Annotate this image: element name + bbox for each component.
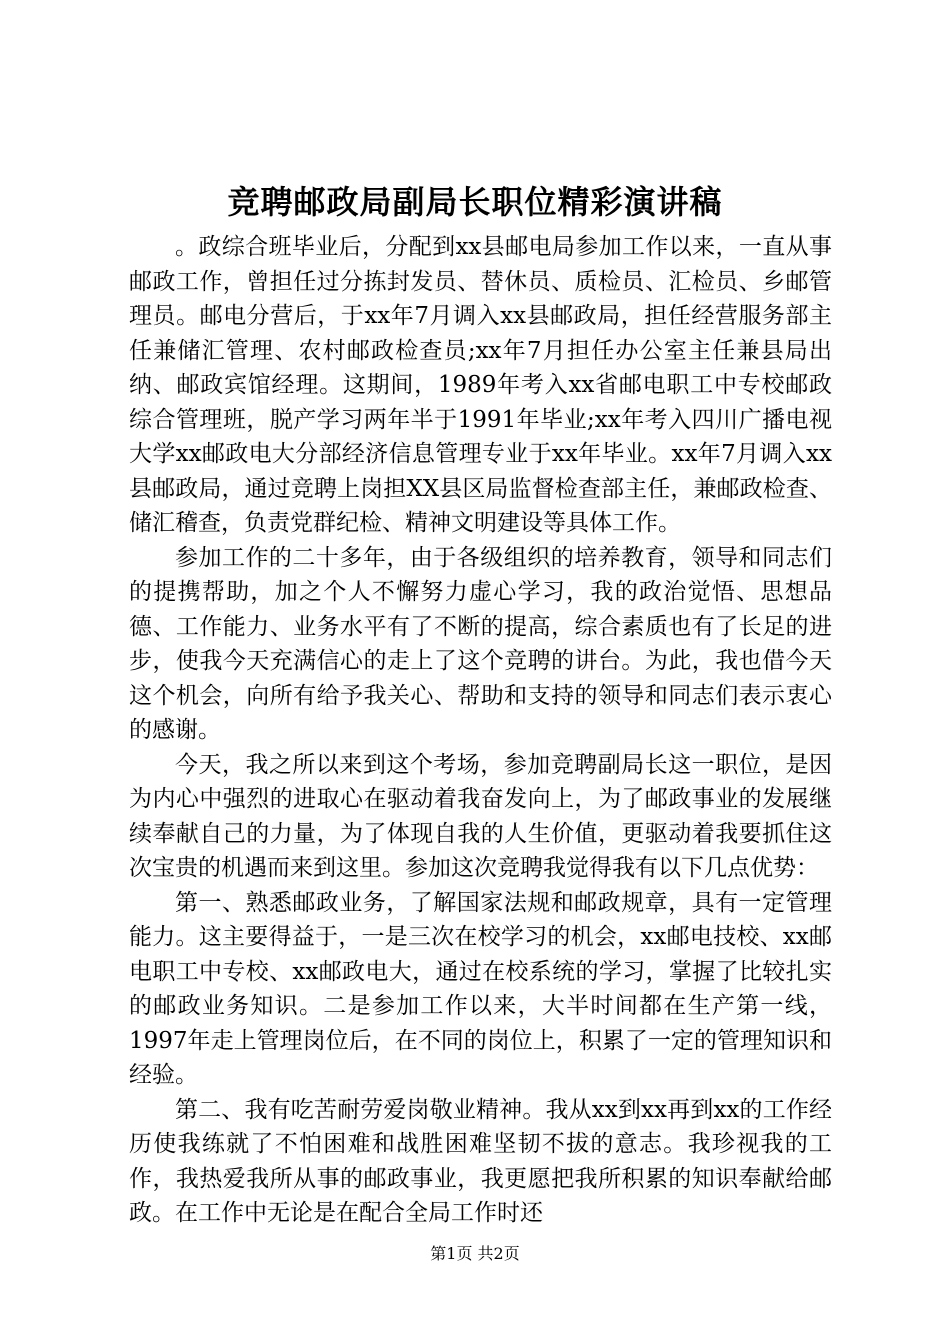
document-title: 竞聘邮政局副局长职位精彩演讲稿: [227, 183, 723, 221]
paragraph-3: 今天，我之所以来到这个考场，参加竞聘副局长这一职位，是因为内心中强烈的进取心在驱动着我奋发向上，为了邮政事业的发展继续奉献自己的力量，为了体现自我的人生价值，更驱动着我要抓住这次宝贵的机遇而来到这里。参加这次竞聘我觉得我有以下几点优势：: [129, 751, 832, 881]
paragraph-4: 第一、熟悉邮政业务，了解国家法规和邮政规章，具有一定管理能力。这主要得益于，一是三次在校学习的机会，xx邮电技校、xx邮电职工中专校、xx邮政电大，通过在校系统的学习，掌握了比较扎实的邮政业务知识。二是参加工作以来，大半时间都在生产第一线，1997年走上管理岗位后，在不同的岗位上，积累了一定的管理知识和经验。: [129, 889, 832, 1088]
paragraph-1: 。政综合班毕业后，分配到xx县邮电局参加工作以来，一直从事邮政工作，曾担任过分拣封发员、替休员、质检员、汇检员、乡邮管理员。邮电分营后，于xx年7月调入xx县邮政局，担任经营服务部主任兼储汇管理、农村邮政检查员;xx年7月担任办公室主任兼县局出纳、邮政宾馆经理。这期间，1989年考入xx省邮电职工中专校邮政综合管理班，脱产学习两年半于1991年毕业;xx年考入四川广播电视大学xx邮政电大分部经济信息管理专业于xx年毕业。xx年7月调入xx县邮政局，通过竞聘上岗担XX县区局监督检查部主任，兼邮政检查、储汇稽查，负责党群纪检、精神文明建设等具体工作。: [129, 234, 832, 536]
document-body: [129, 230, 832, 1231]
paragraph-2: 参加工作的二十多年，由于各级组织的培养教育，领导和同志们的提携帮助，加之个人不懈努力虚心学习，我的政治觉悟、思想品德、工作能力、业务水平有了不断的提高，综合素质也有了长足的进步，使我今天充满信心的走上了这个竞聘的讲台。为此，我也借今天这个机会，向所有给予我关心、帮助和支持的领导和同志们表示衷心的感谢。: [129, 544, 832, 743]
page-number-footer: 第1页 共2页: [430, 1244, 520, 1263]
paragraph-5: 第二、我有吃苦耐劳爱岗敬业精神。我从xx到xx再到xx的工作经历使我练就了不怕困难和战胜困难坚韧不拔的意志。我珍视我的工作，我热爱我所从事的邮政事业，我更愿把我所积累的知识奉献给邮政。在工作中无论是在配合全局工作时还: [129, 1096, 832, 1226]
